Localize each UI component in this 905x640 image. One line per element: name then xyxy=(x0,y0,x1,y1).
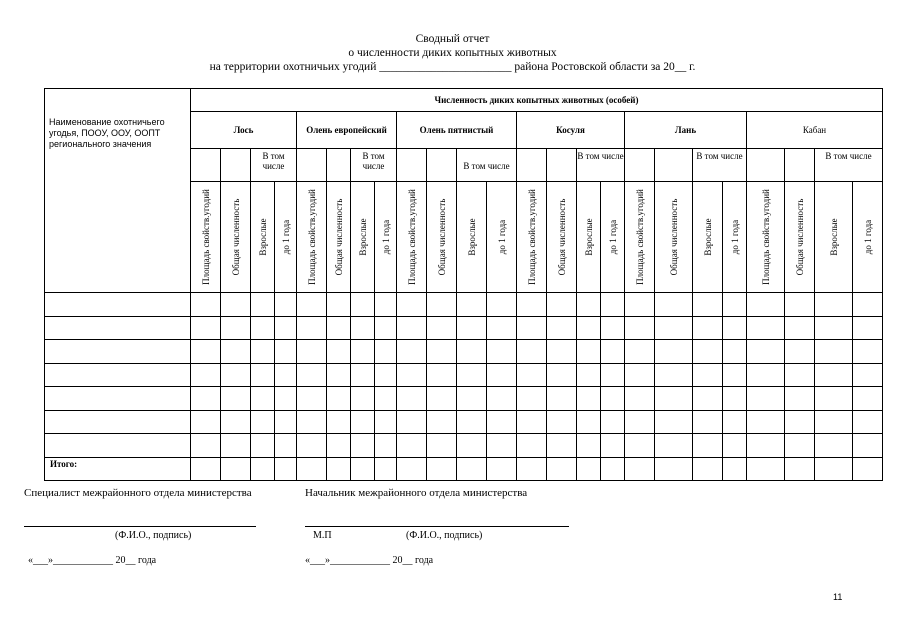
under-one-year-header: до 1 года xyxy=(723,182,747,293)
total-cell[interactable] xyxy=(351,458,375,481)
count-cell[interactable] xyxy=(577,340,601,364)
count-cell[interactable] xyxy=(577,411,601,434)
count-cell[interactable] xyxy=(427,387,457,411)
stamp-place-label: М.П xyxy=(313,530,332,541)
adults-header: Взрослые xyxy=(693,182,723,293)
count-cell[interactable] xyxy=(297,411,327,434)
count-cell[interactable] xyxy=(297,340,327,364)
area-header: Площадь свойств.угодий xyxy=(191,182,221,293)
count-cell[interactable] xyxy=(351,317,375,340)
total-cell[interactable] xyxy=(747,458,785,481)
count-cell[interactable] xyxy=(251,317,275,340)
count-cell[interactable] xyxy=(547,434,577,458)
count-cell[interactable] xyxy=(853,293,883,317)
count-cell[interactable] xyxy=(747,340,785,364)
count-cell[interactable] xyxy=(723,411,747,434)
count-cell[interactable] xyxy=(693,293,723,317)
count-cell[interactable] xyxy=(327,317,351,340)
count-cell[interactable] xyxy=(375,317,397,340)
count-cell[interactable] xyxy=(427,340,457,364)
count-cell[interactable] xyxy=(275,293,297,317)
total-cell[interactable] xyxy=(275,458,297,481)
count-cell[interactable] xyxy=(487,387,517,411)
count-cell[interactable] xyxy=(655,411,693,434)
report-title: Сводный отчет xyxy=(415,33,490,45)
total-cell[interactable] xyxy=(785,458,815,481)
count-cell[interactable] xyxy=(297,317,327,340)
count-cell[interactable] xyxy=(601,364,625,387)
specialist-date-line: «___»____________ 20__ года xyxy=(28,555,157,566)
count-cell[interactable] xyxy=(577,317,601,340)
adults-header: Взрослые xyxy=(351,182,375,293)
count-cell[interactable] xyxy=(221,434,251,458)
count-cell[interactable] xyxy=(397,434,427,458)
count-cell[interactable] xyxy=(785,434,815,458)
count-cell[interactable] xyxy=(297,387,327,411)
count-cell[interactable] xyxy=(625,434,655,458)
count-cell[interactable] xyxy=(815,364,853,387)
unit-name-cell[interactable] xyxy=(45,293,191,317)
table-row xyxy=(45,411,883,434)
count-cell[interactable] xyxy=(427,317,457,340)
count-cell[interactable] xyxy=(275,317,297,340)
count-cell[interactable] xyxy=(191,434,221,458)
count-cell[interactable] xyxy=(351,411,375,434)
count-cell[interactable] xyxy=(747,387,785,411)
under-one-year-header: до 1 года xyxy=(375,182,397,293)
count-cell[interactable] xyxy=(625,317,655,340)
count-cell[interactable] xyxy=(693,364,723,387)
count-cell[interactable] xyxy=(815,411,853,434)
count-cell[interactable] xyxy=(625,293,655,317)
total-cell[interactable] xyxy=(327,458,351,481)
count-cell[interactable] xyxy=(327,434,351,458)
count-cell[interactable] xyxy=(723,387,747,411)
total-cell[interactable] xyxy=(457,458,487,481)
count-cell[interactable] xyxy=(221,317,251,340)
count-cell[interactable] xyxy=(297,364,327,387)
under-one-year-header: до 1 года xyxy=(601,182,625,293)
count-cell[interactable] xyxy=(375,293,397,317)
count-cell[interactable] xyxy=(457,434,487,458)
total-cell[interactable] xyxy=(601,458,625,481)
count-cell[interactable] xyxy=(853,434,883,458)
chief-fio-caption: (Ф.И.О., подпись) xyxy=(406,530,483,541)
count-cell[interactable] xyxy=(221,387,251,411)
total-cell[interactable] xyxy=(517,458,547,481)
total-cell[interactable] xyxy=(487,458,517,481)
table-row xyxy=(45,364,883,387)
count-cell[interactable] xyxy=(655,340,693,364)
total-cell[interactable] xyxy=(693,458,723,481)
unit-name-cell[interactable] xyxy=(45,434,191,458)
unit-name-header: Наименование охотничьего угодья, ПООУ, ООУ, ООПТ регионального значения xyxy=(45,89,191,293)
count-cell[interactable] xyxy=(655,364,693,387)
table-row xyxy=(45,317,883,340)
under-one-year-header: до 1 года xyxy=(275,182,297,293)
total-count-header: Общая численность xyxy=(655,182,693,293)
total-cell[interactable] xyxy=(547,458,577,481)
adults-header: Взрослые xyxy=(457,182,487,293)
population-group-header: Численность диких копытных животных (особей) xyxy=(191,89,883,112)
count-cell[interactable] xyxy=(221,293,251,317)
count-cell[interactable] xyxy=(427,364,457,387)
adults-header: Взрослые xyxy=(815,182,853,293)
report-subtitle: о численности диких копытных животных xyxy=(348,47,557,59)
adults-header: Взрослые xyxy=(577,182,601,293)
table-row xyxy=(45,434,883,458)
total-count-header: Общая численность xyxy=(327,182,351,293)
chief-signature-line xyxy=(305,526,569,527)
report-table xyxy=(44,88,883,481)
area-header: Площадь свойств.угодий xyxy=(297,182,327,293)
specialist-title: Специалист межрайонного отдела министерства xyxy=(24,487,252,499)
including-label: В том числе xyxy=(815,149,883,182)
including-label: В том числе xyxy=(457,149,517,182)
count-cell[interactable] xyxy=(251,340,275,364)
total-cell[interactable] xyxy=(655,458,693,481)
count-cell[interactable] xyxy=(327,293,351,317)
count-cell[interactable] xyxy=(815,434,853,458)
count-cell[interactable] xyxy=(693,387,723,411)
count-cell[interactable] xyxy=(397,364,427,387)
count-cell[interactable] xyxy=(517,411,547,434)
specialist-signature-line xyxy=(24,526,256,527)
count-cell[interactable] xyxy=(375,411,397,434)
including-label: В том числе xyxy=(251,149,297,182)
count-cell[interactable] xyxy=(397,411,427,434)
count-cell[interactable] xyxy=(601,293,625,317)
total-cell[interactable] xyxy=(375,458,397,481)
total-row xyxy=(45,458,883,481)
count-cell[interactable] xyxy=(397,293,427,317)
count-cell[interactable] xyxy=(351,387,375,411)
count-cell[interactable] xyxy=(221,340,251,364)
count-cell[interactable] xyxy=(853,411,883,434)
total-cell[interactable] xyxy=(191,458,221,481)
count-cell[interactable] xyxy=(723,340,747,364)
including-label: В том числе xyxy=(577,149,625,182)
count-cell[interactable] xyxy=(327,340,351,364)
including-label: В том числе xyxy=(693,149,747,182)
count-cell[interactable] xyxy=(327,387,351,411)
species-header-wild-boar: Кабан xyxy=(747,112,883,149)
count-cell[interactable] xyxy=(397,340,427,364)
count-cell[interactable] xyxy=(577,387,601,411)
unit-name-cell[interactable] xyxy=(45,340,191,364)
total-count-header: Общая численность xyxy=(785,182,815,293)
count-cell[interactable] xyxy=(487,293,517,317)
total-cell[interactable] xyxy=(427,458,457,481)
count-cell[interactable] xyxy=(693,434,723,458)
count-cell[interactable] xyxy=(297,293,327,317)
table-row xyxy=(45,340,883,364)
table-row xyxy=(45,293,883,317)
specialist-fio-caption: (Ф.И.О., подпись) xyxy=(115,530,192,541)
count-cell[interactable] xyxy=(723,317,747,340)
count-cell[interactable] xyxy=(351,434,375,458)
count-cell[interactable] xyxy=(655,387,693,411)
total-cell[interactable] xyxy=(221,458,251,481)
count-cell[interactable] xyxy=(723,364,747,387)
species-header-elk: Лось xyxy=(191,112,297,149)
count-cell[interactable] xyxy=(297,434,327,458)
count-cell[interactable] xyxy=(723,434,747,458)
count-cell[interactable] xyxy=(625,411,655,434)
count-cell[interactable] xyxy=(487,317,517,340)
total-cell[interactable] xyxy=(397,458,427,481)
species-header-fallow-deer: Лань xyxy=(625,112,747,149)
count-cell[interactable] xyxy=(577,434,601,458)
count-cell[interactable] xyxy=(457,293,487,317)
count-cell[interactable] xyxy=(457,411,487,434)
under-one-year-header: до 1 года xyxy=(853,182,883,293)
count-cell[interactable] xyxy=(375,387,397,411)
count-cell[interactable] xyxy=(487,434,517,458)
count-cell[interactable] xyxy=(427,434,457,458)
count-cell[interactable] xyxy=(191,317,221,340)
count-cell[interactable] xyxy=(601,340,625,364)
count-cell[interactable] xyxy=(785,411,815,434)
unit-name-cell[interactable] xyxy=(45,317,191,340)
including-label: В том числе xyxy=(351,149,397,182)
count-cell[interactable] xyxy=(427,411,457,434)
count-cell[interactable] xyxy=(221,364,251,387)
count-cell[interactable] xyxy=(693,340,723,364)
count-cell[interactable] xyxy=(275,364,297,387)
count-cell[interactable] xyxy=(547,317,577,340)
count-cell[interactable] xyxy=(457,387,487,411)
chief-title: Начальник межрайонного отдела министерства xyxy=(305,487,528,499)
count-cell[interactable] xyxy=(815,340,853,364)
count-cell[interactable] xyxy=(487,364,517,387)
count-cell[interactable] xyxy=(577,293,601,317)
total-label: Итого: xyxy=(45,458,191,481)
count-cell[interactable] xyxy=(747,317,785,340)
count-cell[interactable] xyxy=(375,340,397,364)
unit-name-cell[interactable] xyxy=(45,411,191,434)
count-cell[interactable] xyxy=(397,387,427,411)
count-cell[interactable] xyxy=(785,317,815,340)
count-cell[interactable] xyxy=(251,434,275,458)
count-cell[interactable] xyxy=(487,340,517,364)
count-cell[interactable] xyxy=(517,317,547,340)
report-territory-line: на территории охотничьих угодий _______________________ района Ростовской области за 20__ г. xyxy=(209,61,696,73)
count-cell[interactable] xyxy=(457,340,487,364)
count-cell[interactable] xyxy=(547,387,577,411)
count-cell[interactable] xyxy=(327,364,351,387)
count-cell[interactable] xyxy=(191,293,221,317)
count-cell[interactable] xyxy=(517,387,547,411)
count-cell[interactable] xyxy=(517,364,547,387)
count-cell[interactable] xyxy=(427,293,457,317)
count-cell[interactable] xyxy=(601,317,625,340)
count-cell[interactable] xyxy=(275,387,297,411)
count-cell[interactable] xyxy=(251,387,275,411)
count-cell[interactable] xyxy=(251,411,275,434)
count-cell[interactable] xyxy=(517,340,547,364)
count-cell[interactable] xyxy=(547,340,577,364)
total-cell[interactable] xyxy=(723,458,747,481)
total-count-header: Общая численность xyxy=(427,182,457,293)
count-cell[interactable] xyxy=(375,364,397,387)
species-header-red-deer: Олень европейский xyxy=(297,112,397,149)
count-cell[interactable] xyxy=(625,387,655,411)
count-cell[interactable] xyxy=(275,434,297,458)
count-cell[interactable] xyxy=(487,411,517,434)
count-cell[interactable] xyxy=(397,317,427,340)
count-cell[interactable] xyxy=(853,317,883,340)
count-cell[interactable] xyxy=(655,317,693,340)
count-cell[interactable] xyxy=(655,434,693,458)
count-cell[interactable] xyxy=(723,293,747,317)
count-cell[interactable] xyxy=(547,364,577,387)
count-cell[interactable] xyxy=(693,317,723,340)
count-cell[interactable] xyxy=(251,293,275,317)
count-cell[interactable] xyxy=(815,317,853,340)
species-header-roe-deer: Косуля xyxy=(517,112,625,149)
count-cell[interactable] xyxy=(251,364,275,387)
count-cell[interactable] xyxy=(853,340,883,364)
adults-header: Взрослые xyxy=(251,182,275,293)
count-cell[interactable] xyxy=(547,411,577,434)
total-cell[interactable] xyxy=(251,458,275,481)
area-header: Площадь свойств.угодий xyxy=(747,182,785,293)
area-header: Площадь свойств.угодий xyxy=(397,182,427,293)
total-cell[interactable] xyxy=(297,458,327,481)
count-cell[interactable] xyxy=(853,364,883,387)
total-count-header: Общая численность xyxy=(547,182,577,293)
count-cell[interactable] xyxy=(517,293,547,317)
count-cell[interactable] xyxy=(191,411,221,434)
total-cell[interactable] xyxy=(853,458,883,481)
species-header-sika-deer: Олень пятнистый xyxy=(397,112,517,149)
count-cell[interactable] xyxy=(785,293,815,317)
page-number: 11 xyxy=(833,592,843,602)
area-header: Площадь свойств.угодий xyxy=(625,182,655,293)
count-cell[interactable] xyxy=(351,340,375,364)
count-cell[interactable] xyxy=(601,411,625,434)
total-cell[interactable] xyxy=(815,458,853,481)
count-cell[interactable] xyxy=(457,364,487,387)
table-row xyxy=(45,387,883,411)
count-cell[interactable] xyxy=(601,387,625,411)
count-cell[interactable] xyxy=(693,411,723,434)
unit-name-cell[interactable] xyxy=(45,364,191,387)
count-cell[interactable] xyxy=(625,364,655,387)
count-cell[interactable] xyxy=(191,387,221,411)
count-cell[interactable] xyxy=(375,434,397,458)
count-cell[interactable] xyxy=(747,434,785,458)
total-cell[interactable] xyxy=(577,458,601,481)
count-cell[interactable] xyxy=(547,293,577,317)
count-cell[interactable] xyxy=(191,364,221,387)
count-cell[interactable] xyxy=(815,293,853,317)
count-cell[interactable] xyxy=(191,340,221,364)
count-cell[interactable] xyxy=(747,364,785,387)
count-cell[interactable] xyxy=(577,364,601,387)
count-cell[interactable] xyxy=(785,340,815,364)
count-cell[interactable] xyxy=(517,434,547,458)
count-cell[interactable] xyxy=(221,411,251,434)
count-cell[interactable] xyxy=(457,317,487,340)
count-cell[interactable] xyxy=(747,411,785,434)
count-cell[interactable] xyxy=(275,411,297,434)
count-cell[interactable] xyxy=(785,364,815,387)
count-cell[interactable] xyxy=(351,293,375,317)
count-cell[interactable] xyxy=(785,387,815,411)
count-cell[interactable] xyxy=(601,434,625,458)
chief-date-line: «___»____________ 20__ года xyxy=(305,555,434,566)
under-one-year-header: до 1 года xyxy=(487,182,517,293)
total-count-header: Общая численность xyxy=(221,182,251,293)
area-header: Площадь свойств.угодий xyxy=(517,182,547,293)
total-cell[interactable] xyxy=(625,458,655,481)
count-cell[interactable] xyxy=(351,364,375,387)
count-cell[interactable] xyxy=(655,293,693,317)
count-cell[interactable] xyxy=(327,411,351,434)
count-cell[interactable] xyxy=(625,340,655,364)
count-cell[interactable] xyxy=(747,293,785,317)
count-cell[interactable] xyxy=(853,387,883,411)
unit-name-cell[interactable] xyxy=(45,387,191,411)
count-cell[interactable] xyxy=(815,387,853,411)
count-cell[interactable] xyxy=(275,340,297,364)
